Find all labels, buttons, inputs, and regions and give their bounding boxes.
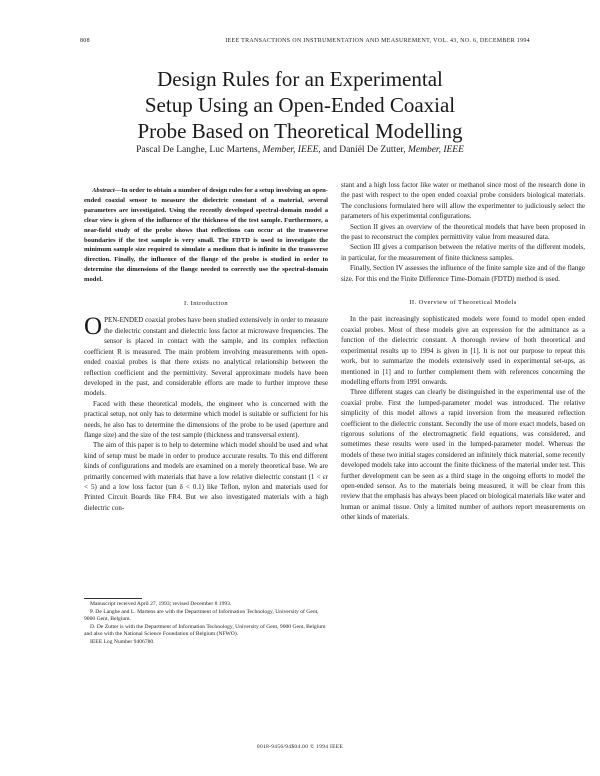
footnote-affiliation-1: P. De Langhe and L. Martens are with the Department of Information Technology, University of Gent, 9000 Gent, Belgium.	[84, 608, 319, 623]
footnote-received: Manuscript received April 27, 1993; revised December 8 1993.	[90, 601, 232, 607]
left-column	[84, 180, 328, 513]
intro-paragraph-2: Faced with these theoretical models, the engineer who is concerned with the practical setup, not only has to determine which model is suitable or sufficient for his needs, he also has to determine the dimensions of the probe to be used (aperture and flange size) and the size of the test sample (thickness and transversal extent).	[84, 399, 328, 439]
author-1: Pascal De Langhe, Luc Martens,	[136, 145, 261, 155]
title-line-1: Design Rules for an Experimental	[157, 67, 443, 91]
author-line	[0, 145, 600, 155]
footnote-affiliation-2: D. De Zutter is with the Department of Information Technology, University of Gent, 9000 Gent, Belgium and also with the National Science Foundation of Belgium (NFWO).	[84, 623, 326, 638]
intro-paragraph-3: The aim of this paper is to help to determine which model should be used and what kind of setup must be made in order to produce accurate results. To this end different kinds of configurations and models are examined on a merely theoretical base. We are primarily concerned with materials that have a low relative dielectric constant (1 < εr < 5) and a low loss factor (tan δ < 0.1) like Teflon, nylon and materials used for Printed Circuit Boards like FR4. But we also investigated materials with a high dielectric con-	[84, 441, 328, 512]
intro-paragraph-5: Section II gives an overview of the theoretical models that have been proposed in the past to reconstruct the complex permittivity value from measured data.	[341, 222, 585, 242]
author-2: and Daniël De Zutter,	[323, 145, 406, 155]
footnote-log-number: IEEE Log Number 9406780.	[90, 638, 155, 645]
title-line-2: Setup Using an Open-Ended Coaxial	[144, 93, 456, 117]
intro-paragraph-7: Finally, Section IV assesses the influence of the finite sample size and of the flange size. For this end the Finite Difference Time-Domain (FDTD) method is used.	[341, 264, 585, 283]
author-2-role: Member, IEEE	[407, 145, 464, 155]
intro-paragraph-6: Section III gives a comparison between the relative merits of the different models, in particular, for the measurement of finite thickness samples.	[341, 243, 585, 262]
overview-paragraph-2: Three different stages can clearly be distinguished in the experimental use of the coaxial probe. First the lumped-parameter model was introduced. The relative simplicity of this model allows a rapid inversion from the measured reflection coefficient to the dielectric constant. Secondly the use of more exact models, based on rigorous solutions of the electromagnetic field equations, was considered, and sometimes these results were used in the lumped-parameter model. Whereas the models of these two initial stages considered an infinitely thick material, some recently developed models take into account the finite thickness of the material under test. This further development can be seen as a third stage in the ongoing efforts to model the open-ended sensor. As to the materials being measured, it will be clear from this review that the emphasis has always been placed on biological materials like water and human or animal tissue. Only a limited number of authors report measurements on other kinds of materials.	[341, 388, 585, 522]
footnotes	[84, 598, 328, 647]
footnote-rule	[84, 598, 142, 599]
intro-paragraph-1	[84, 315, 328, 398]
intro-paragraph-4: stant and a high loss factor like water or methanol since most of the research done in the past with respect to the open ended coaxial probe considers biological materials. The conclusions formulated here will allow the experimenter to judiciously select the parameters of his experimental configurations.	[341, 181, 585, 221]
drop-cap: O	[84, 313, 103, 341]
page-number: 808	[80, 38, 90, 44]
abstract-lead: Abstract—	[92, 187, 122, 194]
overview-paragraph-1: In the past increasingly sophisticated models were found to model open ended coaxial probes. Most of these models give an expression for the admittance as a function of the dielectric constant. A thorough review of both theoretical and experimental results up to 1994 is given in [1]. It is not our purpose to repeat this work, but to summarize the models extensively used in experimental set-ups, as mentioned in [1] and to further complement them with references concerning the modelling efforts from 1991 onwards.	[341, 315, 585, 386]
abstract-text: In order to obtain a number of design rules for a setup involving an open-ended coaxial sensor to measure the dielectric constant of a material, several parameters are investigated. Using the recently developed spectral-domain model a clear view is given of the influence of the thickness of the test sample. Furthermore, a near-field study of the probe shows that reflections can occur at the transverse boundaries if the test sample is very small. The FDTD is used to investigate the minimum sample size required to simulate a medium that is infinite in the transverse direction. Finally, the influence of the flange of the probe is studied in order to determine the dimensions of the flange needed to correctly use the spectral-domain model.	[84, 187, 328, 284]
author-1-role: Member, IEEE,	[262, 145, 321, 155]
intro-paragraph-1-text: PEN-ENDED coaxial probes have been studied extensively in order to measure the dielectric constant and dielectric loss factor at microwave frequencies. The sensor is placed in contact with the sample, and its complex reflection coefficient R is measured. The main problem involving measurements with open-ended coaxial probes is that there exists no analytical relationship between the reflection coefficient and the permittivity. Several approximate models have been developed in the past, and considerable efforts are made to further improve these models.	[84, 316, 328, 398]
title-line-3: Probe Based on Theoretical Modelling	[137, 119, 463, 143]
copyright-footer: 0018-9456/94$04.00 © 1994 IEEE	[256, 744, 344, 750]
abstract	[84, 186, 328, 285]
paper-title	[0, 66, 600, 144]
right-column	[341, 180, 585, 523]
running-header: IEEE TRANSACTIONS ON INSTRUMENTATION AND MEASUREMENT, VOL. 43, NO. 6, DECEMBER 1994	[225, 38, 530, 44]
section-heading-overview: II. Overview of Theoretical Models	[409, 299, 517, 307]
section-heading-introduction: I. Introduction	[183, 300, 229, 308]
